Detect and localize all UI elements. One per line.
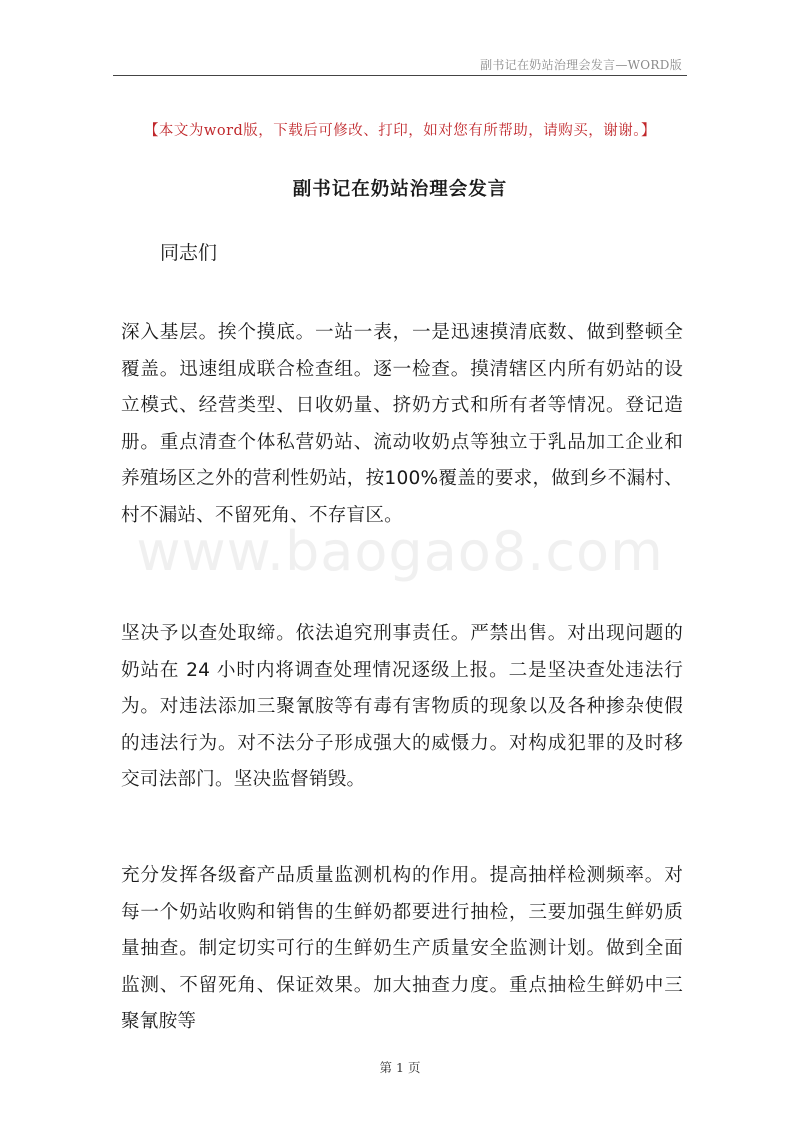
- running-header: 副书记在奶站治理会发言—WORD版: [480, 58, 682, 72]
- purchase-notice: 【本文为word版，下载后可修改、打印，如对您有所帮助，请购买，谢谢。】: [143, 123, 657, 139]
- greeting: 同志们: [160, 242, 218, 264]
- header-divider: [113, 75, 687, 76]
- body-paragraph-1: 深入基层。挨个摸底。一站一表，一是迅速摸清底数、做到整顿全覆盖。迅速组成联合检查组。逐一检查。摸清辖区内所有奶站的设立模式、经营类型、日收奶量、挤奶方式和所有者等情况。登记造册。重点清查个体私营奶站、流动收奶点等独立于乳品加工企业和养殖场区之外的营利性奶站，按100%覆盖的要求，做到乡不漏村、村不漏站、不留死角、不存盲区。: [121, 322, 683, 526]
- body-paragraph-2: 坚决予以查处取缔。依法追究刑事责任。严禁出售。对出现问题的奶站在 24 小时内将调查处理情况逐级上报。二是坚决查处违法行为。对违法添加三聚氰胺等有毒有害物质的现象以及各种掺杂使假的违法行为。对不法分子形成强大的威慑力。对构成犯罪的及时移交司法部门。坚决监督销毁。: [121, 623, 683, 791]
- document-title: 副书记在奶站治理会发言: [292, 179, 508, 200]
- watermark: www.baogao8.com: [136, 520, 664, 583]
- page-number: 第 1 页: [379, 1060, 421, 1075]
- body-paragraph-3: 充分发挥各级畜产品质量监测机构的作用。提高抽样检测频率。对每一个奶站收购和销售的生鲜奶都要进行抽检，三要加强生鲜奶质量抽查。制定切实可行的生鲜奶生产质量安全监测计划。做到全面监测、不留死角、保证效果。加大抽查力度。重点抽检生鲜奶中三聚氰胺等: [121, 865, 683, 1033]
